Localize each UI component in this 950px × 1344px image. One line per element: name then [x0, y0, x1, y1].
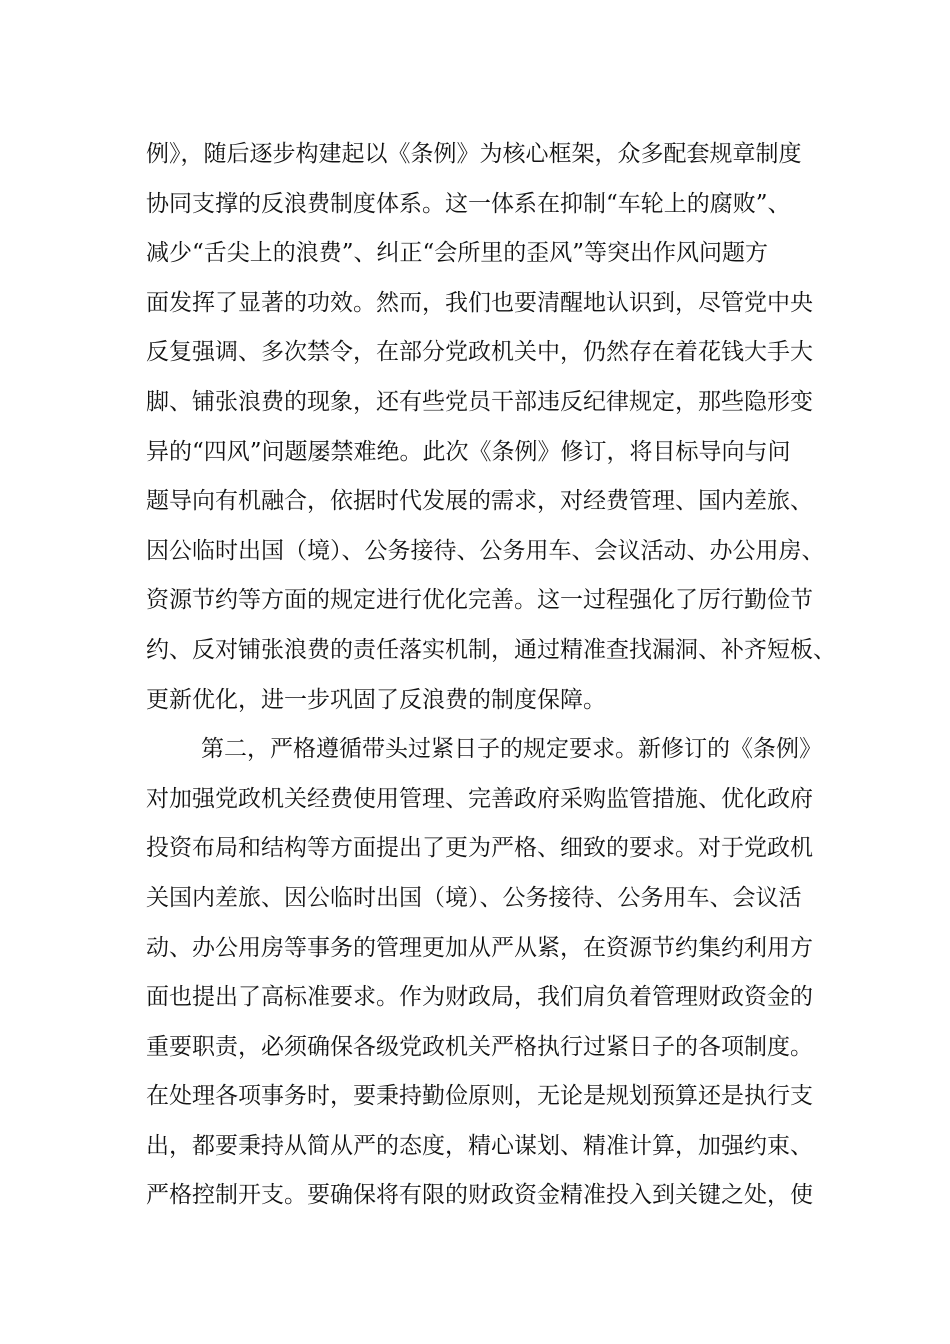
- paragraph-2: [146, 725, 826, 1221]
- text-line: 资源节约等方面的规定进行优化完善。这一过程强化了厉行勤俭节: [146, 587, 813, 614]
- text-line: 异的“四风”问题屡禁难绝。此次《条例》修订，将目标导向与问: [146, 438, 791, 465]
- text-line: 投资布局和结构等方面提出了更为严格、细致的要求。对于党政机: [146, 835, 813, 862]
- paragraph-1: [146, 130, 836, 725]
- text-line: 严格控制开支。要确保将有限的财政资金精准投入到关键之处，使: [146, 1182, 813, 1209]
- text-line: 例》，随后逐步构建起以《条例》为核心框架，众多配套规章制度: [146, 141, 802, 167]
- text-line: 动、办公用房等事务的管理更加从严从紧，在资源节约集约利用方: [146, 934, 813, 961]
- text-line: 重要职责，必须确保各级党政机关严格执行过紧日子的各项制度。: [146, 1033, 813, 1060]
- document-body: [146, 130, 836, 1221]
- text-line: 协同支撑的反浪费制度体系。这一体系在抑制“车轮上的腐败”、: [146, 190, 791, 217]
- text-line: 因公临时出国（境）、公务接待、公务用车、会议活动、办公用房、: [146, 537, 825, 564]
- text-line: 关国内差旅、因公临时出国（境）、公务接待、公务用车、会议活: [146, 884, 802, 911]
- text-line: 反复强调、多次禁令，在部分党政机关中，仍然存在着花钱大手大: [146, 339, 813, 366]
- text-line: 约、反对铺张浪费的责任落实机制，通过精准查找漏洞、补齐短板、: [146, 636, 836, 663]
- text-line-indented: 第二，严格遵循带头过紧日子的规定要求。新修订的《条例》: [201, 736, 822, 763]
- text-line: 出，都要秉持从简从严的态度，精心谋划、精准计算，加强约束、: [146, 1132, 813, 1159]
- text-line: 面也提出了高标准要求。作为财政局，我们肩负着管理财政资金的: [146, 984, 813, 1011]
- text-line: 更新优化，进一步巩固了反浪费的制度保障。: [146, 686, 606, 713]
- text-line: 在处理各项事务时，要秉持勤俭原则，无论是规划预算还是执行支: [146, 1083, 813, 1110]
- text-line: 面发挥了显著的功效。然而，我们也要清醒地认识到，尽管党中央: [146, 289, 813, 316]
- text-line: 减少“舌尖上的浪费”、纠正“会所里的歪风”等突出作风问题方: [146, 240, 769, 267]
- text-line: 脚、铺张浪费的现象，还有些党员干部违反纪律规定，那些隐形变: [146, 388, 813, 415]
- text-line: 对加强党政机关经费使用管理、完善政府采购监管措施、优化政府: [146, 785, 813, 812]
- text-line: 题导向有机融合，依据时代发展的需求，对经费管理、国内差旅、: [146, 488, 813, 515]
